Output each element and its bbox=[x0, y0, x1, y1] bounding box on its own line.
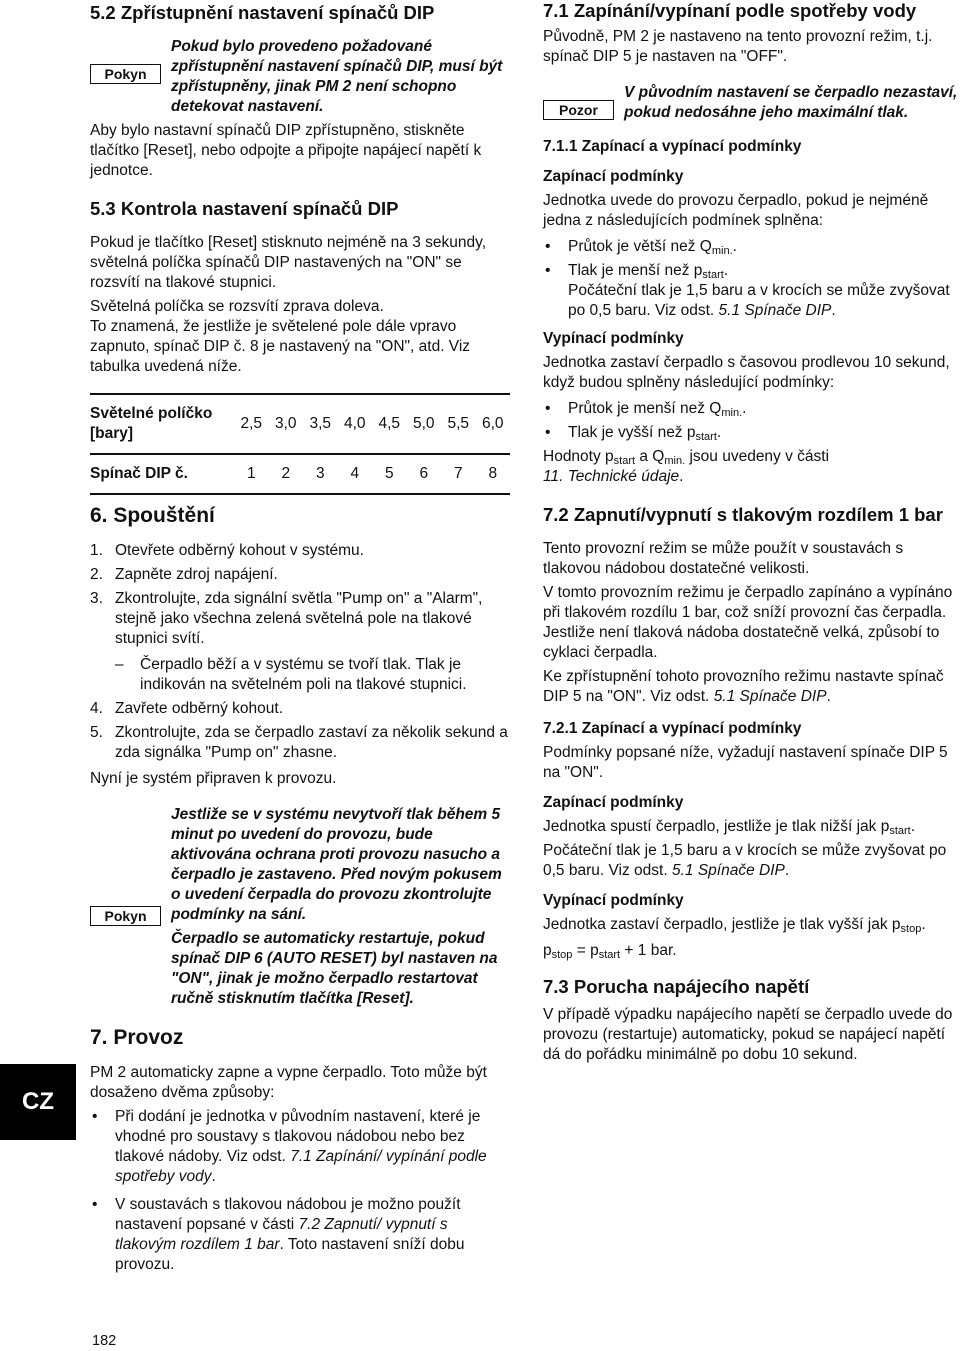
table-cell: 4,5 bbox=[372, 394, 407, 454]
table-row bbox=[90, 394, 510, 454]
subscript: start bbox=[598, 949, 621, 961]
bullet-text-tail: . Toto nastavení sníží dobu provozu. bbox=[115, 1236, 465, 1273]
off-conditions-heading: Vypínací podmínky bbox=[543, 330, 684, 347]
text-run: Hodnoty p bbox=[543, 448, 614, 465]
note-text: Jestliže se v systému nevytvoří tlak během 5 minut po uvedení do provozu, bude aktivována ochrana proti provozu nasucho a čerpadlo je zastaveno. Před novým pokusem o uvedení čerpadla do provozu zkontrolujte podmínky na sání. bbox=[171, 806, 502, 923]
cross-reference: 11. Technické údaje bbox=[543, 468, 680, 485]
bullet-mark: • bbox=[545, 424, 551, 441]
ready-text: Nyní je systém připraven k provozu. bbox=[90, 770, 337, 787]
subscript: min. bbox=[711, 245, 733, 257]
table-row-label: Světelné políčko [bary] bbox=[90, 394, 234, 454]
bullet-mark: • bbox=[92, 1196, 98, 1213]
text-run: Počáteční tlak je 1,5 baru a v krocích se může zvyšovat po 0,5 baru. Viz odst. bbox=[543, 842, 947, 879]
table-cell: 3 bbox=[303, 454, 338, 494]
step-number: 3. bbox=[90, 590, 103, 607]
subscript: start bbox=[889, 825, 911, 837]
step-text: Zkontrolujte, zda signální světla "Pump on" a "Alarm", stejně jako všechna zelená světelná pole na tlakové stupnici svítí. bbox=[115, 590, 483, 647]
bullet-mark: • bbox=[545, 262, 551, 279]
on-conditions-heading: Zapínací podmínky bbox=[543, 794, 684, 811]
step-number: 1. bbox=[90, 542, 103, 559]
step-text: Otevřete odběrný kohout v systému. bbox=[115, 542, 364, 559]
section-5-3-paragraph: Pokud je tlačítko [Reset] stisknuto nejméně na 3 sekundy, světelná políčka spínačů DIP nastavených na "ON" se rozsvítí na tlakové stupnici. bbox=[90, 234, 487, 291]
step-number: 2. bbox=[90, 566, 103, 583]
right-column bbox=[543, 0, 958, 1065]
section-5-3-paragraph: Světelná políčka se rozsvítí zprava doleva. bbox=[90, 298, 384, 315]
table-row-label: Spínač DIP č. bbox=[90, 454, 234, 494]
table-cell: 1 bbox=[234, 454, 269, 494]
condition-text: Tlak je menší než p bbox=[568, 262, 703, 279]
list-item: • Při dodání je jednotka v původním nastavení, které je vhodné pro soustavy s tlakovou nádobou nebo bez tlakové nádoby. Viz odst. 7.1 Zapínání/ vypínání podle spotřeby vody. bbox=[92, 1108, 487, 1185]
caution-tag: Pozor bbox=[543, 100, 614, 120]
cross-reference: 5.1 Spínače DIP bbox=[713, 688, 827, 705]
bullet-mark: • bbox=[545, 238, 551, 255]
text-run: = p bbox=[572, 942, 599, 959]
list-item: • Tlak je vyšší než $p_{start}$. bbox=[545, 424, 722, 443]
section-7-2-1-title: 7.2.1 Zapínací a vypínací podmínky bbox=[543, 720, 802, 737]
text-run: jsou uvedeny v části bbox=[685, 448, 830, 465]
note-text: Čerpadlo se automaticky restartuje, pokud spínač DIP 6 (AUTO RESET) byl nastaven na "ON", jinak je možno čerpadlo restartovat ručně stisknutím tlačítka [Reset]. bbox=[171, 930, 498, 1007]
list-item bbox=[90, 565, 510, 585]
on-conditions-detail: Počáteční tlak je 1,5 baru a v krocích se může zvyšovat po 0,5 baru. Viz odst. 5.1 Spínače DIP. bbox=[543, 842, 947, 879]
text-run: p bbox=[543, 942, 552, 959]
condition-text: Průtok je větší než Q bbox=[568, 238, 712, 255]
off-conditions-heading: Vypínací podmínky bbox=[543, 892, 684, 909]
note-tag: Pokyn bbox=[90, 64, 161, 84]
step-text: Zapněte zdroj napájení. bbox=[115, 566, 278, 583]
note-text: Pokud bylo provedeno požadované zpřístupnění nastavení spínačů DIP, musí být zpřístupněny, jinak PM 2 není schopno detekovat nastavení. bbox=[171, 38, 503, 115]
on-conditions-intro: Jednotka uvede do provozu čerpadlo, pokud je nejméně jedna z následujících podmínek splněna: bbox=[543, 192, 929, 229]
bullet-text: V soustavách s tlakovou nádobou je možno použít nastavení popsané v části bbox=[115, 1196, 461, 1233]
language-tab: CZ bbox=[0, 1064, 76, 1140]
text-run: Ke zpřístupnění tohoto provozního režimu nastavte spínač DIP 5 na "ON". Viz odst. bbox=[543, 668, 944, 705]
text-run: Jednotka zastaví čerpadlo, jestliže je tlak vyšší jak p bbox=[543, 916, 901, 933]
operation-modes-list bbox=[90, 1107, 510, 1275]
stop-formula bbox=[543, 941, 958, 961]
step-text: Zavřete odběrný kohout. bbox=[115, 700, 284, 717]
table-row bbox=[90, 454, 510, 494]
table-cell: 3,0 bbox=[269, 394, 304, 454]
list-item: • Tlak je menší než $p_{start}$. Počáteční tlak je 1,5 baru a v krocích se může zvyšovat po 0,5 baru. Viz odst. 5.1 Spínače DIP. bbox=[545, 262, 950, 319]
cross-reference: 7.2 Zapnutí/ vypnutí s tlakovým rozdílem 1 bar bbox=[115, 1216, 448, 1253]
sub-step bbox=[115, 655, 510, 695]
dash-mark: – bbox=[115, 656, 124, 673]
section-7-3-title: 7.3 Porucha napájecího napětí bbox=[543, 976, 810, 997]
section-7-2-title: 7.2 Zapnutí/vypnutí s tlakovým rozdílem 1 bar bbox=[543, 504, 943, 525]
table-cell: 4,0 bbox=[338, 394, 373, 454]
section-7-3-paragraph: V případě výpadku napájecího napětí se čerpadlo uvede do provozu (restartuje) automaticky, pokud se napájecí napětí dá do pořádku minimálně po dobu 10 sekund. bbox=[543, 1006, 953, 1063]
list-item bbox=[90, 1195, 510, 1275]
bullet-text: Při dodání je jednotka v původním nastavení, které je vhodné pro soustavy s tlakovou nádobou nebo bez tlakové nádoby. Viz odst. bbox=[115, 1108, 481, 1165]
list-item: • Průtok je větší než $Q_{min.}$. bbox=[545, 238, 737, 257]
step-number: 4. bbox=[90, 700, 103, 717]
text-run: + 1 bar. bbox=[620, 942, 677, 959]
step-text: Zkontrolujte, zda se čerpadlo zastaví za několik sekund a zda signálka "Pump on" zhasne. bbox=[115, 724, 508, 761]
off-conditions-list bbox=[543, 399, 958, 443]
table-cell: 5,0 bbox=[407, 394, 442, 454]
table-cell: 7 bbox=[441, 454, 476, 494]
off-conditions-text: Jednotka zastaví čerpadlo, jestliže je tlak vyšší jak $p_{stop}$. bbox=[543, 916, 926, 935]
section-5-2-title: 5.2 Zpřístupnění nastavení spínačů DIP bbox=[90, 2, 435, 23]
table-cell: 2,5 bbox=[234, 394, 269, 454]
note-tag: Pokyn bbox=[90, 906, 161, 926]
dip-switch-table bbox=[90, 393, 510, 495]
on-conditions-text: Jednotka spustí čerpadlo, jestliže je tlak nižší jak $p_{start}$. bbox=[543, 818, 916, 837]
caution-text: V původním nastavení se čerpadlo nezastaví, pokud nedosáhne jeho maximální tlak. bbox=[624, 84, 958, 121]
page-number: 182 bbox=[92, 1333, 117, 1349]
table-cell: 2 bbox=[269, 454, 304, 494]
condition-text: Tlak je vyšší než p bbox=[568, 424, 696, 441]
subscript: stop bbox=[900, 923, 922, 935]
subscript: min. bbox=[721, 407, 743, 419]
cross-reference: 5.1 Spínače DIP bbox=[671, 862, 785, 879]
sub-step-text: Čerpadlo běží a v systému se tvoří tlak. Tlak je indikován na světelném poli na tlakové stupnici. bbox=[140, 656, 467, 693]
startup-steps bbox=[90, 541, 510, 763]
section-7-1-1-title: 7.1.1 Zapínací a vypínací podmínky bbox=[543, 138, 802, 155]
section-5-3-paragraph: To znamená, že jestliže je světelené pole dále vpravo zapnuto, spínač DIP č. 8 je nastavený na "ON", atd. Viz tabulka uvedená níže. bbox=[90, 318, 471, 375]
section-5-2-body: Aby bylo nastavní spínačů DIP zpřístupněno, stiskněte tlačítko [Reset], nebo odpojte a připojte napájecí napětí k jednotce. bbox=[90, 122, 482, 179]
section-7-1-paragraph: Původně, PM 2 je nastaveno na tento provozní režim, t.j. spínač DIP 5 je nastaven na "OFF". bbox=[543, 28, 933, 65]
on-conditions-list bbox=[543, 237, 958, 321]
table-cell: 5 bbox=[372, 454, 407, 494]
condition-detail: Počáteční tlak je 1,5 baru a v krocích se může zvyšovat po 0,5 baru. Viz odst. bbox=[568, 282, 950, 319]
table-cell: 4 bbox=[338, 454, 373, 494]
bullet-mark: • bbox=[92, 1108, 98, 1125]
note-box-1 bbox=[90, 37, 510, 117]
subscript: start bbox=[695, 431, 717, 443]
subscript: stop bbox=[551, 949, 573, 961]
section-7-intro: PM 2 automaticky zapne a vypne čerpadlo. Toto může být dosaženo dvěma způsoby: bbox=[90, 1064, 487, 1101]
subscript: start bbox=[613, 455, 636, 467]
table-cell: 5,5 bbox=[441, 394, 476, 454]
off-conditions-intro: Jednotka zastaví čerpadlo s časovou prodlevou 10 sekund, když budou splněny následující podmínky: bbox=[543, 354, 950, 391]
cross-reference: 7.1 Zapínání/ vypínání podle spotřeby vody bbox=[115, 1148, 487, 1185]
list-item bbox=[90, 723, 510, 763]
table-cell: 6,0 bbox=[476, 394, 511, 454]
section-7-title: 7. Provoz bbox=[90, 1026, 184, 1049]
section-7-2-1-paragraph: Podmínky popsané níže, vyžadují nastavení spínače DIP 5 na "ON". bbox=[543, 744, 948, 781]
list-item bbox=[90, 589, 510, 649]
list-item bbox=[90, 541, 510, 561]
condition-text: Průtok je menší než Q bbox=[568, 400, 722, 417]
step-number: 5. bbox=[90, 724, 103, 741]
section-7-2-paragraph: Ke zpřístupnění tohoto provozního režimu nastavte spínač DIP 5 na "ON". Viz odst. 5.1 Spínače DIP. bbox=[543, 668, 944, 705]
section-7-1-title: 7.1 Zapínání/vypínaní podle spotřeby vody bbox=[543, 0, 917, 21]
note-box-2 bbox=[90, 805, 510, 1009]
section-7-2-paragraph: V tomto provozním režimu je čerpadlo zapínáno a vypínáno při tlakovém rozdílu 1 bar, což sníží provozní čas čerpadla. Jestliže není tlaková nádoba dostatečně velká, způsobí to cyklaci čerpadla. bbox=[543, 584, 953, 661]
list-item bbox=[90, 699, 510, 719]
text-run: a Q bbox=[635, 448, 665, 465]
section-7-2-paragraph: Tento provozní režim se může použít v soustavách s tlakovou nádobou dostatečné velikosti. bbox=[543, 540, 904, 577]
cross-reference: 5.1 Spínače DIP bbox=[718, 302, 832, 319]
table-cell: 6 bbox=[407, 454, 442, 494]
bullet-mark: • bbox=[545, 400, 551, 417]
text-run: Jednotka spustí čerpadlo, jestliže je tlak nižší jak p bbox=[543, 818, 890, 835]
subscript: min. bbox=[664, 455, 686, 467]
list-item: • Průtok je menší než $Q_{min.}$. bbox=[545, 400, 747, 419]
left-column bbox=[90, 0, 510, 1279]
subscript: start bbox=[702, 269, 724, 281]
on-conditions-heading: Zapínací podmínky bbox=[543, 168, 684, 185]
table-cell: 3,5 bbox=[303, 394, 338, 454]
caution-box bbox=[543, 83, 958, 123]
table-cell: 8 bbox=[476, 454, 511, 494]
values-paragraph: Hodnoty $p_{start}$ a $Q_{min.}$ jsou uvedeny v části 11. Technické údaje. bbox=[543, 448, 830, 485]
section-6-title: 6. Spouštění bbox=[90, 504, 215, 527]
section-5-3-title: 5.3 Kontrola nastavení spínačů DIP bbox=[90, 198, 399, 219]
